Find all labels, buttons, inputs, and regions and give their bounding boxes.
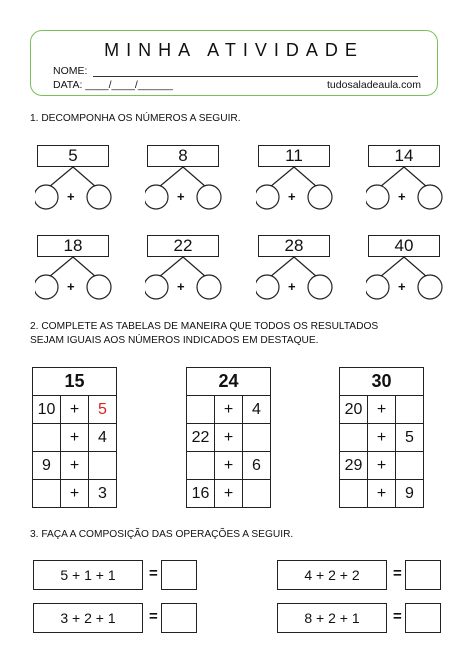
decompose-item-6: [256, 235, 356, 305]
plus-sign: +: [177, 279, 185, 294]
q3-title: 3. FAÇA A COMPOSIÇÃO DAS OPERAÇÕES A SEGUIR.: [30, 529, 294, 540]
decompose-item-2: [256, 145, 356, 215]
plus-cell: +: [61, 452, 89, 480]
number-cell: 5: [396, 424, 424, 452]
decompose-item-4: [35, 235, 135, 305]
plus-sign: +: [67, 189, 75, 204]
answer-circle-left[interactable]: [256, 275, 279, 299]
plus-sign: +: [177, 189, 185, 204]
expression-box-2: 3 + 2 + 1: [33, 603, 143, 633]
number-cell: 29: [340, 452, 368, 480]
table-row: [33, 424, 117, 452]
expression-box-3: 8 + 2 + 1: [277, 603, 387, 633]
table-target: 24: [187, 368, 271, 396]
date-label[interactable]: DATA: ____/____/______: [53, 79, 173, 91]
equals-sign: =: [393, 608, 402, 625]
sum-table-24: [186, 367, 271, 508]
plus-cell: +: [215, 480, 243, 508]
header-box: [30, 30, 438, 96]
table-row: [33, 452, 117, 480]
plus-cell: +: [368, 424, 396, 452]
plus-sign: +: [398, 279, 406, 294]
table-row: [187, 480, 271, 508]
equals-sign: =: [149, 565, 158, 582]
table-row: [340, 424, 424, 452]
plus-cell: +: [215, 424, 243, 452]
number-box: 14: [368, 145, 440, 167]
answer-circle-left[interactable]: [366, 275, 389, 299]
number-box: 28: [258, 235, 330, 257]
number-cell: 16: [187, 480, 215, 508]
name-label: NOME:: [53, 65, 88, 77]
table-row: [187, 396, 271, 424]
answer-circle-left[interactable]: [145, 185, 168, 209]
plus-cell: +: [368, 452, 396, 480]
answer-circle-right[interactable]: [418, 185, 442, 209]
answer-box[interactable]: [405, 603, 441, 633]
answer-circle-right[interactable]: [87, 185, 111, 209]
blank-cell[interactable]: [396, 396, 424, 424]
answer-circle-left[interactable]: [35, 185, 58, 209]
answer-circle-right[interactable]: [197, 185, 221, 209]
answer-circle-right[interactable]: [308, 275, 332, 299]
plus-sign: +: [288, 189, 296, 204]
blank-cell[interactable]: [187, 396, 215, 424]
blank-cell[interactable]: [33, 480, 61, 508]
number-cell: 9: [396, 480, 424, 508]
number-box: 5: [37, 145, 109, 167]
blank-cell[interactable]: [243, 480, 271, 508]
equals-sign: =: [149, 608, 158, 625]
number-cell: 10: [33, 396, 61, 424]
plus-cell: +: [215, 396, 243, 424]
table-target: 15: [33, 368, 117, 396]
answer-circle-left[interactable]: [366, 185, 389, 209]
number-cell: 9: [33, 452, 61, 480]
sum-table-15: [32, 367, 117, 508]
plus-cell: +: [368, 480, 396, 508]
table-row: [187, 452, 271, 480]
decompose-item-7: [366, 235, 466, 305]
number-box: 8: [147, 145, 219, 167]
plus-cell: +: [215, 452, 243, 480]
table-row: [33, 396, 117, 424]
expression-box-0: 5 + 1 + 1: [33, 560, 143, 590]
decompose-item-5: [145, 235, 245, 305]
equals-sign: =: [393, 565, 402, 582]
plus-sign: +: [288, 279, 296, 294]
answer-box[interactable]: [161, 603, 197, 633]
number-box: 11: [258, 145, 330, 167]
q1-title: 1. DECOMPONHA OS NÚMEROS A SEGUIR.: [30, 113, 241, 124]
number-cell: 6: [243, 452, 271, 480]
answer-circle-left[interactable]: [145, 275, 168, 299]
blank-cell[interactable]: [340, 424, 368, 452]
answer-circle-right[interactable]: [418, 275, 442, 299]
plus-cell: +: [61, 480, 89, 508]
decompose-item-3: [366, 145, 466, 215]
answer-circle-right[interactable]: [87, 275, 111, 299]
plus-cell: +: [368, 396, 396, 424]
number-box: 18: [37, 235, 109, 257]
blank-cell[interactable]: [396, 452, 424, 480]
site-url: tudosaladeaula.com: [327, 79, 421, 91]
decompose-item-0: [35, 145, 135, 215]
plus-sign: +: [398, 189, 406, 204]
plus-cell: +: [61, 396, 89, 424]
page-title: MINHA ATIVIDADE: [104, 40, 364, 60]
answer-box[interactable]: [161, 560, 197, 590]
blank-cell[interactable]: [187, 452, 215, 480]
blank-cell[interactable]: [340, 480, 368, 508]
number-cell: 20: [340, 396, 368, 424]
number-cell: 3: [89, 480, 117, 508]
blank-cell[interactable]: [243, 424, 271, 452]
table-target: 30: [340, 368, 424, 396]
number-box: 22: [147, 235, 219, 257]
blank-cell[interactable]: [33, 424, 61, 452]
answer-circle-left[interactable]: [35, 275, 58, 299]
table-row: [340, 396, 424, 424]
table-row: [340, 480, 424, 508]
sum-table-30: [339, 367, 424, 508]
q2-title-line2: SEJAM IGUAIS AOS NÚMEROS INDICADOS EM DESTAQUE.: [30, 335, 319, 346]
expression-box-1: 4 + 2 + 2: [277, 560, 387, 590]
answer-circle-right[interactable]: [197, 275, 221, 299]
answer-circle-left[interactable]: [256, 185, 279, 209]
answer-circle-right[interactable]: [308, 185, 332, 209]
number-cell: 22: [187, 424, 215, 452]
answer-box[interactable]: [405, 560, 441, 590]
table-row: [33, 480, 117, 508]
table-row: [340, 452, 424, 480]
decompose-item-1: [145, 145, 245, 215]
blank-cell[interactable]: [89, 452, 117, 480]
number-box: 40: [368, 235, 440, 257]
plus-cell: +: [61, 424, 89, 452]
q2-title-line1: 2. COMPLETE AS TABELAS DE MANEIRA QUE TODOS OS RESULTADOS: [30, 321, 379, 332]
number-cell: 4: [89, 424, 117, 452]
name-line[interactable]: [93, 76, 418, 77]
plus-sign: +: [67, 279, 75, 294]
number-cell: 5: [89, 396, 117, 424]
table-row: [187, 424, 271, 452]
number-cell: 4: [243, 396, 271, 424]
